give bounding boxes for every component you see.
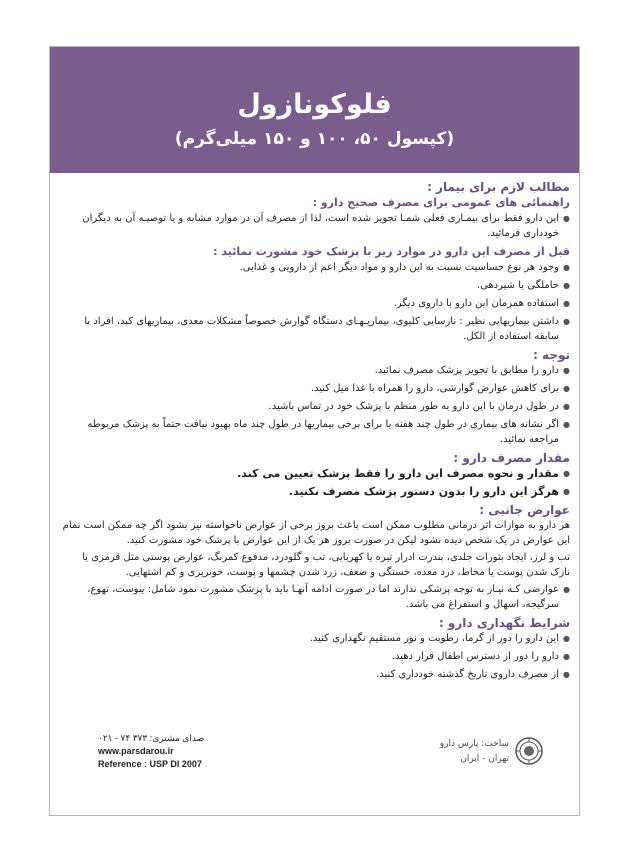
storage-list (60, 631, 570, 682)
attention-list (60, 363, 570, 447)
before-use-list (60, 260, 570, 344)
attention-heading: توجه : (533, 348, 570, 362)
side-effects-list-text: تب و لرز، ایجاد بثورات جلدی، بندرت ادرار تیره یا کهربایی، تب و گلودرد، مدفوع کمرنگ، عوارض پوستی مثل قرمزی یا نازک شدن پوست یا مخاط، درد معده، خستگی و ضعف، زرد شدن چشمها و پوست، خونریزی و کم اشتهایی. (82, 552, 570, 578)
manufacturer-city: تهران - ایران (460, 754, 509, 764)
manufacturer-name: ساخت: پارس دارو (439, 739, 509, 749)
list-item: ● وجود هر نوع حساسیت نسبت به این دارو و مواد دیگر اعم از دارویی و غذایی. (60, 260, 570, 275)
footer-contact (98, 732, 204, 771)
drug-leaflet (49, 46, 580, 816)
list-item: ● اگر نشانه های بیماری در طول چند هفته یا برای برخی بیماریها در طول چند ماه بهبود نیافت حتماً به پزشک مربوطه مراجعه نمائید. (60, 417, 570, 447)
list-item: ● حاملگی یا شیردهی. (60, 278, 570, 293)
website-link[interactable]: www.parsdarou.ir (98, 746, 174, 756)
list-item: ● این دارو فقط برای بیمـاری فعلی شمـا تجویز شده است، لذا از مصرف آن در موارد مشابه و یا توصیـه آن به دیگران خودداری فرمائید. (60, 211, 570, 241)
side-effects-heading: عوارض جانبی : (479, 503, 570, 517)
list-item: ● مقدار و نحوه مصرف این دارو را فقط پزشک تعیین می کند. (60, 466, 570, 481)
list-item: ● هرگز این دارو را بدون دستور پزشک مصرف نکنید. (60, 484, 570, 499)
intro-heading: مطالب لازم برای بیمار : (427, 180, 570, 194)
list-item: ● در طول درمان با این دارو به طور منظم با پزشک خود در تماس باشید. (60, 399, 570, 414)
manufacturer-block (403, 737, 543, 777)
list-item: ● این دارو را دور از گرما، رطوبت و نور مستقیم نگهداری کنید. (60, 631, 570, 646)
list-item: ● برای کاهش عوارض گوارشی، دارو را همراه با غذا میل کنید. (60, 381, 570, 396)
leaflet-content (60, 177, 570, 685)
customer-phone: صدای مشتری: ۳۷۳ ۷۴ - ۰۲۱ (98, 733, 205, 743)
list-item: ● عوارضی کـه نیـاز به توجه پزشکی ندارند اما در صورت ادامه آنهـا باید با پزشک مشورت نمود شامل: یبوست، تهوع، سرگیجه، اسهال و استفراغ می باشد. (60, 582, 570, 612)
drug-subtitle: (کپسول ۵۰، ۱۰۰ و ۱۵۰ میلی‌گرم) (174, 129, 455, 149)
drug-title: فلوکونازول (237, 89, 392, 120)
general-heading: راهنمائی های عمومی برای مصرف صحیح دارو : (312, 196, 570, 209)
side-effects-intro: هر دارو به موازات اثر درمانی مطلوب ممکن است باعث بروز برخی از عوارض ناخواسته نیز بشود اگر چه ممکن است تمام این عوارض در یک شخص دیده نشود لیکن در صورت بروز هر یک از این عوارض با پزشک خود مشورت کنید. (62, 520, 570, 546)
storage-heading: شرایط نگهداری دارو : (438, 616, 570, 630)
pars-darou-seal-icon (515, 737, 543, 765)
dosage-list (60, 466, 570, 499)
list-item: ● داشتن بیماریهایی نظیر : نارسایی کلیوی، بیماریـهـای دستگاه گوارش خصوصاً مشکلات معدی، بیماریهای کبد، افراد با سابقه استفاده از الکل. (60, 314, 570, 344)
before-use-heading: قبل از مصرف این دارو در موارد زیر با پزشک خود مشورت نمائید : (213, 245, 570, 258)
dosage-heading: مقدار مصرف دارو : (453, 451, 570, 465)
list-item: ● دارو را مطابق با تجویز پزشک مصرف نمائید. (60, 363, 570, 378)
list-item: ● استفاده همزمان این دارو با داروی دیگر. (60, 296, 570, 311)
side-effects-list (60, 582, 570, 612)
general-list (60, 211, 570, 241)
header-banner (50, 47, 579, 173)
list-item: ● دارو را دور از دسترس اطفال قرار دهید. (60, 649, 570, 664)
reference-text: Reference : USP DI 2007 (98, 759, 202, 769)
list-item: ● از مصرف داروی تاریخ گذشته خودداری کنید. (60, 667, 570, 682)
